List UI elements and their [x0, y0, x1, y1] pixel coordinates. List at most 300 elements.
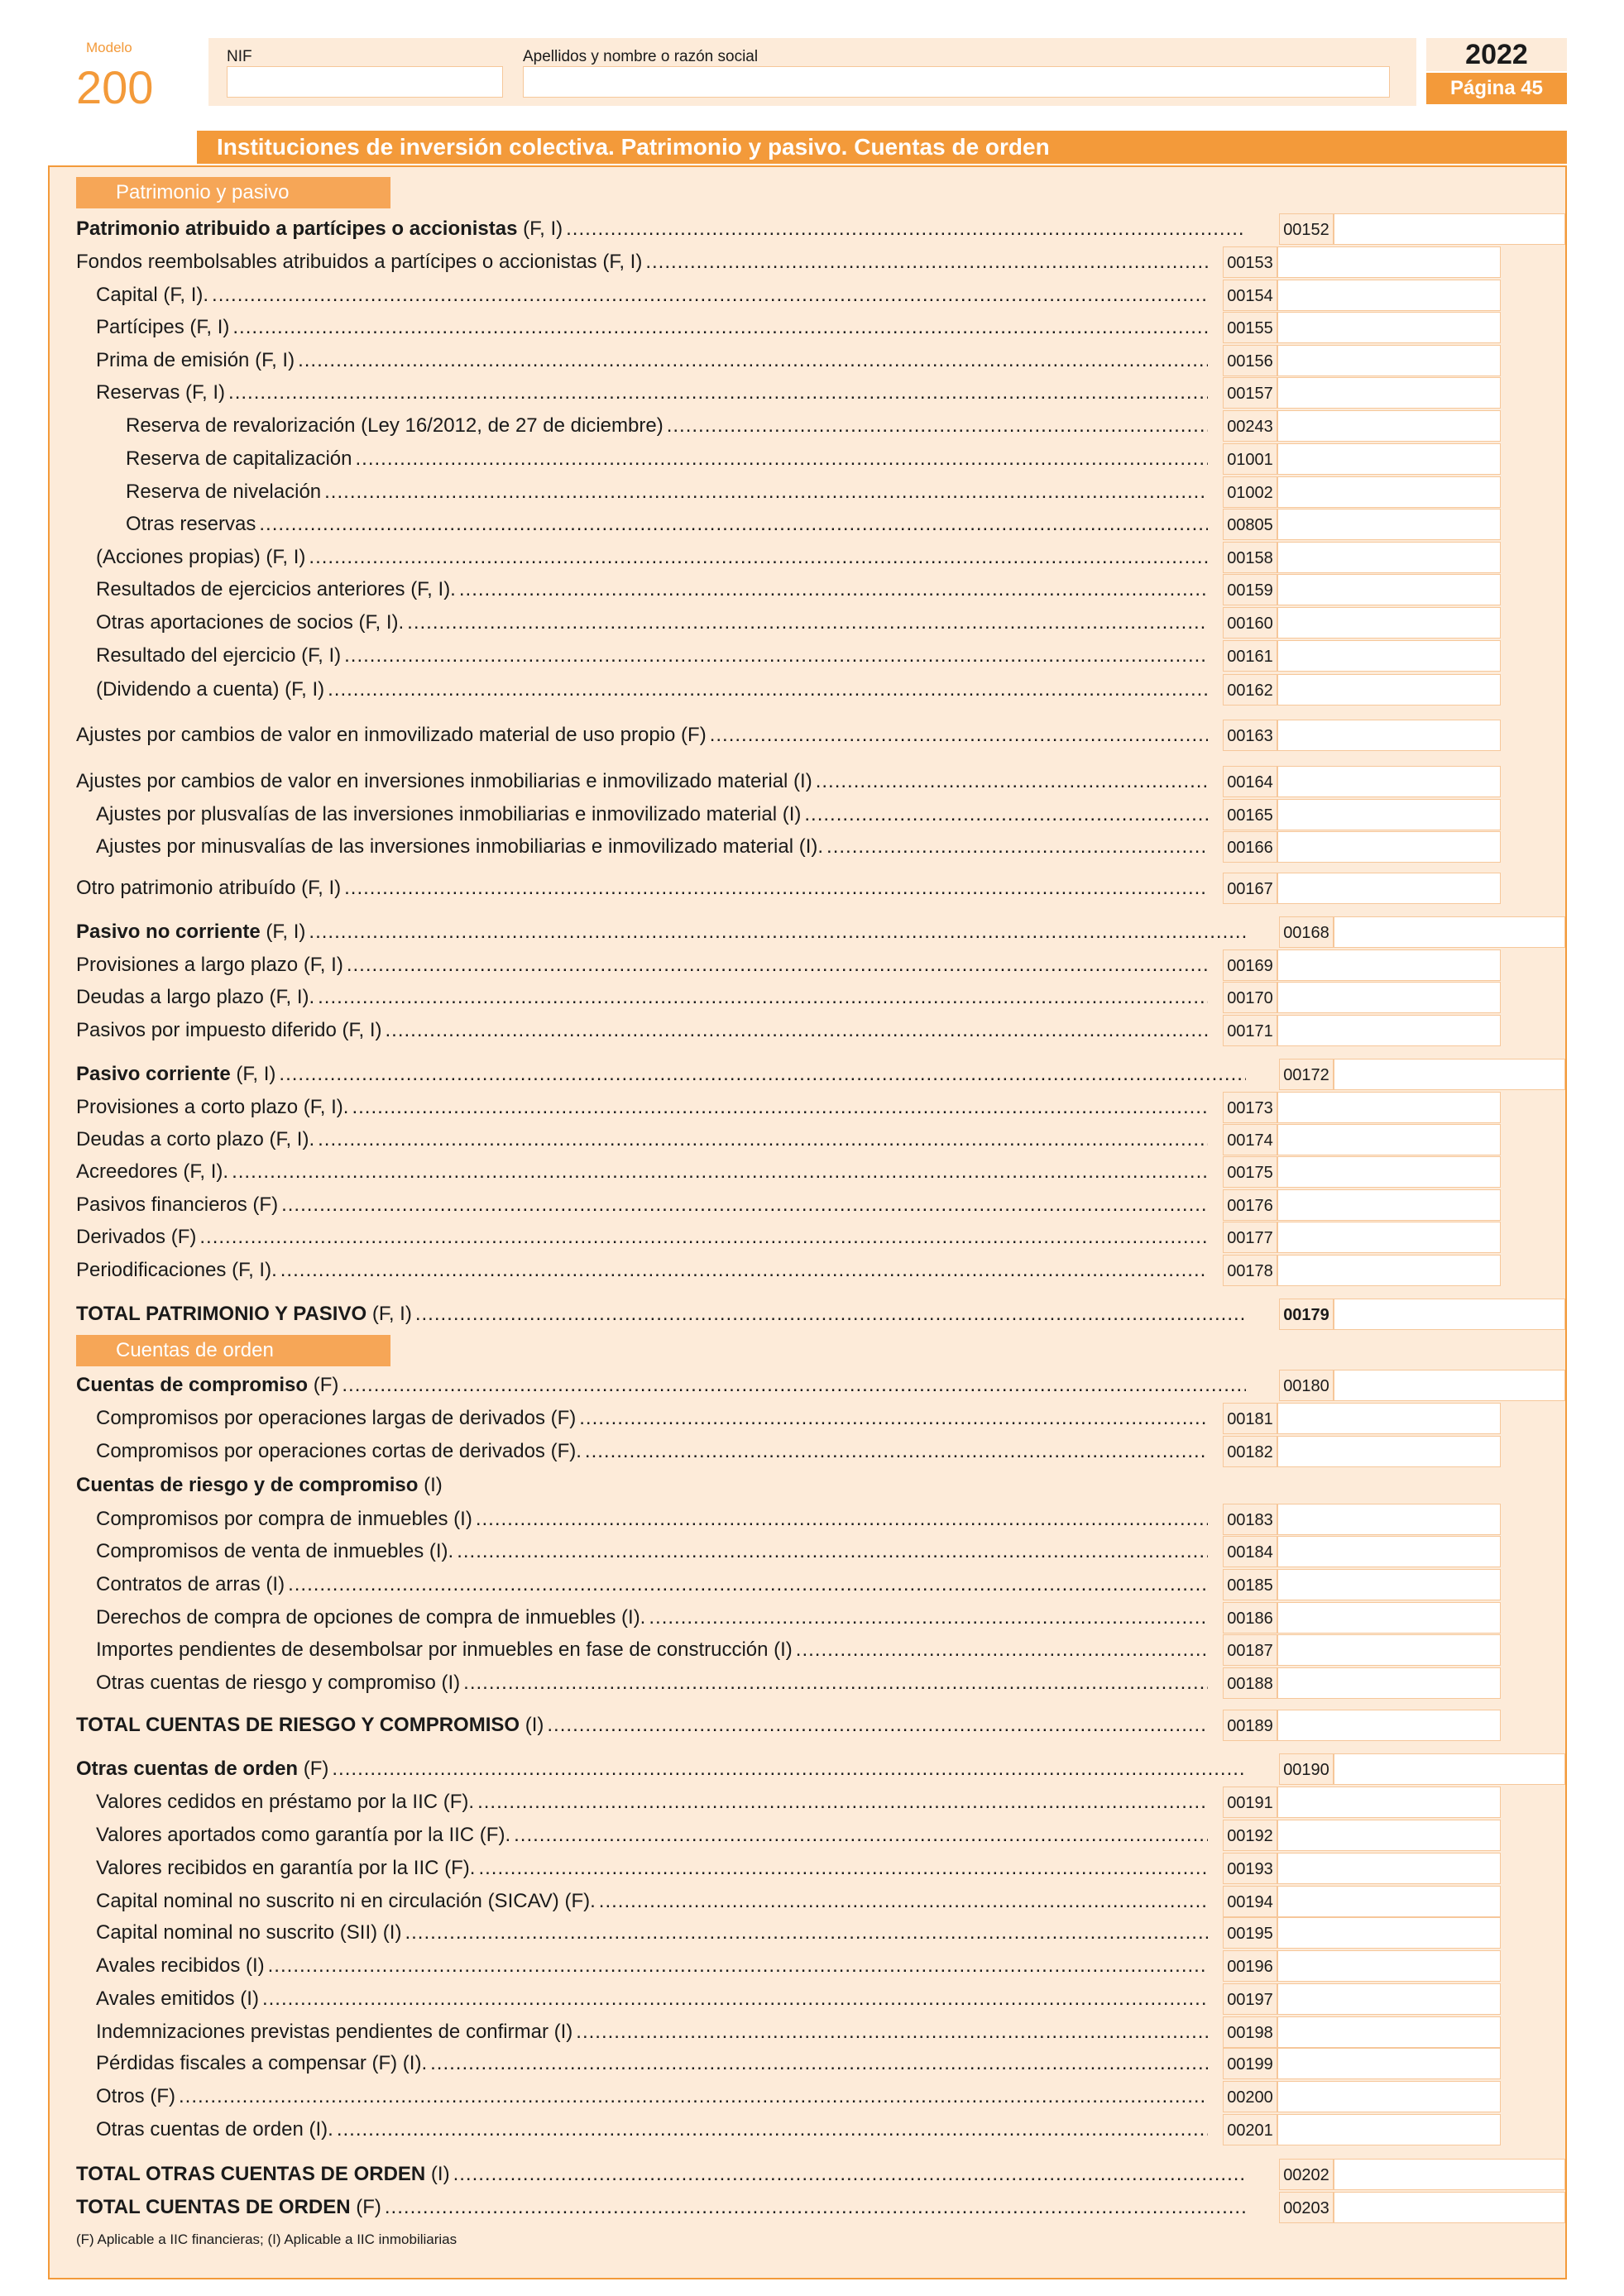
- leader-dots: [514, 1820, 1208, 1851]
- row-label-plain: (F, I): [260, 921, 306, 943]
- form-row: [0, 2114, 1624, 2145]
- box-code: 00165: [1223, 799, 1277, 830]
- row-label: [96, 1983, 1208, 2015]
- row-label-text: [96, 2114, 333, 2145]
- box-code: 00171: [1223, 1015, 1277, 1046]
- form-row: [0, 443, 1624, 475]
- row-label-text: [96, 1950, 265, 1982]
- box-code: 00177: [1223, 1222, 1277, 1253]
- box-code: 00181: [1223, 1403, 1277, 1434]
- box-code: 00190: [1279, 1753, 1334, 1785]
- form-row: [0, 720, 1624, 751]
- amount-field[interactable]: [1277, 509, 1501, 540]
- amount-field[interactable]: [1277, 377, 1501, 409]
- row-label-plain: Otros (F): [96, 2085, 175, 2107]
- amount-field[interactable]: [1277, 2048, 1501, 2079]
- row-label: [96, 1504, 1208, 1535]
- leader-dots: [566, 213, 1246, 245]
- row-label: [76, 1470, 1208, 1501]
- leader-dots: [262, 1983, 1208, 2015]
- row-label: [126, 443, 1208, 475]
- form-row: [0, 1403, 1624, 1434]
- row-label: [96, 799, 1208, 830]
- row-label: [76, 1059, 1246, 1090]
- row-label-text: [96, 312, 229, 343]
- leader-dots: [212, 280, 1208, 311]
- form-row: [0, 1950, 1624, 1982]
- amount-field[interactable]: [1277, 607, 1501, 639]
- amount-field[interactable]: [1277, 873, 1501, 904]
- row-label-plain: Prima de emisión (F, I): [96, 349, 295, 371]
- row-label: [96, 831, 1208, 863]
- amount-field[interactable]: [1334, 1753, 1565, 1785]
- row-label: [76, 720, 1208, 751]
- box-code: 00172: [1279, 1059, 1334, 1090]
- row-label-bold: Cuentas de compromiso: [76, 1374, 309, 1396]
- row-label-text: [96, 1917, 401, 1949]
- row-label: [76, 1370, 1246, 1401]
- row-label-plain: Acreedores (F, I).: [76, 1160, 229, 1183]
- row-label-text: [76, 1710, 544, 1741]
- amount-field[interactable]: [1334, 1370, 1565, 1401]
- box-code: 00185: [1223, 1569, 1277, 1600]
- leader-dots: [337, 2114, 1208, 2145]
- amount-field[interactable]: [1277, 1015, 1501, 1046]
- form-row: [0, 916, 1624, 948]
- leader-dots: [344, 640, 1208, 672]
- form-row: [0, 1504, 1624, 1535]
- box-code: 00162: [1223, 674, 1277, 706]
- form-row: [0, 312, 1624, 343]
- row-label-plain: Otras reservas: [126, 513, 256, 535]
- box-code: 00188: [1223, 1667, 1277, 1699]
- row-label-bold: Pasivo no corriente: [76, 921, 261, 943]
- box-code: 00159: [1223, 574, 1277, 605]
- row-label-text: [76, 1059, 275, 1090]
- leader-dots: [332, 1753, 1246, 1785]
- row-label-plain: (Acciones propias) (F, I): [96, 546, 306, 568]
- leader-dots: [352, 1092, 1208, 1123]
- name-label: Apellidos y nombre o razón social: [523, 48, 759, 65]
- row-label: [96, 542, 1208, 573]
- row-label: [126, 509, 1208, 540]
- box-code: 00196: [1223, 1950, 1277, 1982]
- section-tab-patrimonio: Patrimonio y pasivo: [76, 177, 390, 208]
- leader-dots: [478, 1853, 1208, 1884]
- box-code: 00202: [1279, 2159, 1334, 2190]
- amount-field[interactable]: [1277, 982, 1501, 1013]
- amount-field[interactable]: [1277, 831, 1501, 863]
- amount-field[interactable]: [1277, 1886, 1501, 1917]
- amount-field[interactable]: [1277, 345, 1501, 376]
- form-row: [0, 377, 1624, 409]
- row-label-text: [76, 1299, 412, 1330]
- amount-field[interactable]: [1277, 766, 1501, 797]
- form-row: [0, 1436, 1624, 1467]
- row-label-text: [76, 1753, 328, 1785]
- row-label: [96, 1536, 1208, 1567]
- form-row: [0, 1787, 1624, 1818]
- row-label: [96, 1569, 1208, 1600]
- row-label-plain: Valores aportados como garantía por la IIC (F).: [96, 1824, 511, 1846]
- form-row: [0, 799, 1624, 830]
- leader-dots: [347, 949, 1208, 981]
- box-code: 00187: [1223, 1634, 1277, 1666]
- amount-field[interactable]: [1277, 1569, 1501, 1600]
- row-label: [126, 476, 1208, 508]
- row-label-plain: (I): [418, 1474, 443, 1496]
- leader-dots: [324, 476, 1208, 508]
- leader-dots: [585, 1436, 1208, 1467]
- amount-field[interactable]: [1334, 2159, 1565, 2190]
- leader-dots: [385, 1015, 1208, 1046]
- row-label-text: [76, 1370, 338, 1401]
- row-label-text: [96, 1634, 793, 1666]
- leader-dots: [405, 1917, 1208, 1949]
- leader-dots: [259, 509, 1208, 540]
- row-label-plain: Derivados (F): [76, 1226, 197, 1248]
- row-label: [76, 1753, 1246, 1785]
- amount-field[interactable]: [1277, 2114, 1501, 2145]
- row-label-text: [96, 831, 823, 863]
- box-code: 00158: [1223, 542, 1277, 573]
- row-label-text: [96, 2081, 175, 2112]
- row-label-plain: (I): [425, 2163, 450, 2185]
- box-code: 00174: [1223, 1124, 1277, 1155]
- row-label-plain: Capital nominal no suscrito ni en circulación (SICAV) (F).: [96, 1890, 596, 1912]
- box-code: 00173: [1223, 1092, 1277, 1123]
- leader-dots: [430, 2048, 1208, 2079]
- form-row: [0, 949, 1624, 981]
- form-row: [0, 1189, 1624, 1221]
- row-label-text: [96, 280, 208, 311]
- row-label-plain: Ajustes por cambios de valor en inversiones inmobiliarias e inmovilizado material (I): [76, 770, 812, 792]
- row-label-text: [96, 607, 404, 639]
- row-label-text: [96, 574, 456, 605]
- row-label-plain: Derechos de compra de opciones de compra de inmuebles (I).: [96, 1606, 646, 1629]
- leader-dots: [309, 916, 1246, 948]
- row-label: [76, 1299, 1246, 1330]
- row-label-plain: Pérdidas fiscales a compensar (F) (I).: [96, 2052, 428, 2074]
- row-label-bold: TOTAL OTRAS CUENTAS DE ORDEN: [76, 2163, 426, 2185]
- leader-dots: [344, 873, 1208, 904]
- form-row: [0, 2048, 1624, 2079]
- box-code: 00198: [1223, 2016, 1277, 2048]
- box-code: 00168: [1279, 916, 1334, 948]
- amount-field[interactable]: [1277, 1983, 1501, 2015]
- row-label-plain: Reserva de capitalización: [126, 447, 352, 470]
- row-label-plain: Avales recibidos (I): [96, 1954, 265, 1977]
- form-row: [0, 1470, 1624, 1501]
- leader-dots: [547, 1710, 1208, 1741]
- page-badge: Página 45: [1426, 73, 1567, 104]
- amount-field[interactable]: [1277, 1436, 1501, 1467]
- form-row: [0, 1536, 1624, 1567]
- row-label-text: [76, 1470, 443, 1501]
- amount-field[interactable]: [1277, 799, 1501, 830]
- form-row: [0, 509, 1624, 540]
- amount-field[interactable]: [1277, 720, 1501, 751]
- row-label-text: [96, 1536, 453, 1567]
- amount-field[interactable]: [1277, 1156, 1501, 1188]
- row-label: [96, 2016, 1208, 2048]
- form-row: [0, 1015, 1624, 1046]
- row-label-text: [126, 443, 352, 475]
- box-code: 00203: [1279, 2192, 1334, 2223]
- box-code: 00199: [1223, 2048, 1277, 2079]
- amount-field[interactable]: [1277, 1504, 1501, 1535]
- amount-field[interactable]: [1277, 949, 1501, 981]
- row-label-plain: (F): [350, 2196, 381, 2218]
- row-label: [96, 1886, 1208, 1917]
- form-row: [0, 2016, 1624, 2048]
- row-label-text: [96, 1602, 645, 1634]
- name-field[interactable]: [523, 66, 1390, 98]
- leader-dots: [576, 2016, 1208, 2048]
- row-label-text: [126, 410, 663, 442]
- form-row: [0, 213, 1624, 245]
- amount-field[interactable]: [1277, 1710, 1501, 1741]
- form-row: [0, 1299, 1624, 1330]
- box-code: 00156: [1223, 345, 1277, 376]
- row-label-text: [96, 1886, 596, 1917]
- form-row: [0, 345, 1624, 376]
- amount-field[interactable]: [1277, 1853, 1501, 1884]
- row-label-text: [96, 1504, 472, 1535]
- amount-field[interactable]: [1334, 2192, 1565, 2223]
- box-code: 01002: [1223, 476, 1277, 508]
- amount-field[interactable]: [1277, 640, 1501, 672]
- leader-dots: [710, 720, 1208, 751]
- form-row: [0, 1059, 1624, 1090]
- nif-field[interactable]: [227, 66, 503, 98]
- row-label-text: [76, 1255, 277, 1286]
- row-label: [96, 1950, 1208, 1982]
- row-label-text: [76, 766, 812, 797]
- box-code: 00183: [1223, 1504, 1277, 1535]
- row-label-plain: Capital nominal no suscrito (SII) (I): [96, 1921, 402, 1944]
- row-label-text: [96, 1820, 510, 1851]
- box-code: 00160: [1223, 607, 1277, 639]
- row-label: [96, 1820, 1208, 1851]
- row-label-text: [76, 1015, 381, 1046]
- amount-field[interactable]: [1277, 443, 1501, 475]
- footnote: (F) Aplicable a IIC financieras; (I) Aplicable a IIC inmobiliarias: [76, 2231, 457, 2247]
- amount-field[interactable]: [1277, 246, 1501, 278]
- box-code: 00192: [1223, 1820, 1277, 1851]
- row-label-plain: Resultado del ejercicio (F, I): [96, 644, 342, 667]
- row-label-text: [76, 1156, 228, 1188]
- row-label-bold: Pasivo corriente: [76, 1063, 231, 1085]
- row-label-plain: (F): [298, 1758, 329, 1780]
- amount-field[interactable]: [1334, 213, 1565, 245]
- amount-field[interactable]: [1277, 2016, 1501, 2048]
- row-label: [76, 1124, 1208, 1155]
- amount-field[interactable]: [1277, 1092, 1501, 1123]
- box-code: 00193: [1223, 1853, 1277, 1884]
- amount-field[interactable]: [1277, 1820, 1501, 1851]
- amount-field[interactable]: [1334, 1059, 1565, 1090]
- row-label: [76, 1189, 1208, 1221]
- box-code: 00154: [1223, 280, 1277, 311]
- row-label-plain: (F, I): [230, 1063, 276, 1085]
- amount-field[interactable]: [1334, 916, 1565, 948]
- form-row: [0, 1917, 1624, 1949]
- row-label-plain: Deudas a largo plazo (F, I).: [76, 986, 315, 1008]
- row-label: [96, 640, 1208, 672]
- box-code: 00186: [1223, 1602, 1277, 1634]
- leader-dots: [228, 377, 1208, 409]
- amount-field[interactable]: [1277, 1787, 1501, 1818]
- row-label-text: [126, 476, 321, 508]
- box-code: 00178: [1223, 1255, 1277, 1286]
- amount-field[interactable]: [1277, 1602, 1501, 1634]
- amount-field[interactable]: [1277, 674, 1501, 706]
- row-label: [76, 949, 1208, 981]
- row-label-text: [76, 2159, 450, 2190]
- row-label-text: [76, 949, 343, 981]
- amount-field[interactable]: [1277, 1917, 1501, 1949]
- row-label-plain: Periodificaciones (F, I).: [76, 1259, 277, 1281]
- box-code: 00197: [1223, 1983, 1277, 2015]
- row-label-plain: Deudas a corto plazo (F, I).: [76, 1128, 315, 1150]
- amount-field[interactable]: [1277, 1536, 1501, 1567]
- row-label-plain: Importes pendientes de desembolsar por inmuebles en fase de construcción (I): [96, 1638, 793, 1661]
- row-label-text: [96, 1787, 474, 1818]
- form-row: [0, 1124, 1624, 1155]
- box-code: 00157: [1223, 377, 1277, 409]
- leader-dots: [816, 766, 1208, 797]
- box-code: 00163: [1223, 720, 1277, 751]
- amount-field[interactable]: [1277, 1667, 1501, 1699]
- row-label-plain: Otras cuentas de riesgo y compromiso (I): [96, 1672, 461, 1694]
- amount-field[interactable]: [1277, 410, 1501, 442]
- box-code: 00155: [1223, 312, 1277, 343]
- row-label: [96, 1787, 1208, 1818]
- amount-field[interactable]: [1277, 312, 1501, 343]
- form-row: [0, 280, 1624, 311]
- form-row: [0, 1222, 1624, 1253]
- amount-field[interactable]: [1277, 1124, 1501, 1155]
- amount-field[interactable]: [1277, 542, 1501, 573]
- box-code: 00243: [1223, 410, 1277, 442]
- row-label-text: [76, 1124, 314, 1155]
- row-label-bold: Otras cuentas de orden: [76, 1758, 299, 1780]
- row-label-bold: Patrimonio atribuido a partícipes o accionistas: [76, 218, 518, 240]
- amount-field[interactable]: [1334, 1299, 1565, 1330]
- box-code: 00152: [1279, 213, 1334, 245]
- row-label-text: [76, 916, 305, 948]
- box-code: 00180: [1279, 1370, 1334, 1401]
- box-code: 01001: [1223, 443, 1277, 475]
- row-label-plain: (F, I): [517, 218, 563, 240]
- row-label: [96, 2048, 1208, 2079]
- row-label-plain: Pasivos por impuesto diferido (F, I): [76, 1019, 382, 1041]
- box-code: 00191: [1223, 1787, 1277, 1818]
- box-code: 00164: [1223, 766, 1277, 797]
- amount-field[interactable]: [1277, 574, 1501, 605]
- row-label: [76, 982, 1208, 1013]
- leader-dots: [477, 1787, 1208, 1818]
- row-label-text: [76, 213, 563, 245]
- row-label-plain: Provisiones a corto plazo (F, I).: [76, 1096, 349, 1118]
- leader-dots: [342, 1370, 1246, 1401]
- row-label-plain: Pasivos financieros (F): [76, 1193, 279, 1216]
- row-label-plain: (F, I): [366, 1303, 412, 1325]
- modelo-number: 200: [76, 61, 154, 113]
- leader-dots: [826, 831, 1208, 863]
- box-code: 00167: [1223, 873, 1277, 904]
- form-row: [0, 982, 1624, 1013]
- form-row: [0, 607, 1624, 639]
- row-label: [96, 312, 1208, 343]
- row-label: [96, 607, 1208, 639]
- amount-field[interactable]: [1277, 2081, 1501, 2112]
- form-row: [0, 1255, 1624, 1286]
- row-label-plain: Reserva de revalorización (Ley 16/2012, de 27 de diciembre): [126, 414, 663, 437]
- row-label: [76, 2192, 1246, 2223]
- leader-dots: [355, 443, 1208, 475]
- amount-field[interactable]: [1277, 1255, 1501, 1286]
- row-label: [96, 1436, 1208, 1467]
- row-label-plain: Valores recibidos en garantía por la IIC (F).: [96, 1857, 476, 1879]
- row-label-text: [76, 982, 314, 1013]
- leader-dots: [309, 542, 1208, 573]
- leader-dots: [796, 1634, 1208, 1666]
- row-label-text: [96, 1403, 576, 1434]
- form-row: [0, 1634, 1624, 1666]
- row-label: [76, 1092, 1208, 1123]
- row-label-bold: TOTAL CUENTAS DE RIESGO Y COMPROMISO: [76, 1714, 520, 1736]
- row-label-text: [96, 1436, 582, 1467]
- form-row: [0, 542, 1624, 573]
- form-row: [0, 1092, 1624, 1123]
- amount-field[interactable]: [1277, 476, 1501, 508]
- row-label-text: [76, 2192, 381, 2223]
- row-label: [76, 1710, 1208, 1741]
- amount-field[interactable]: [1277, 1403, 1501, 1434]
- row-label: [96, 377, 1208, 409]
- row-label-plain: Compromisos por compra de inmuebles (I): [96, 1508, 472, 1530]
- row-label-plain: Ajustes por minusvalías de las inversiones inmobiliarias e inmovilizado material (I).: [96, 835, 824, 858]
- form-row: [0, 2081, 1624, 2112]
- leader-dots: [279, 1059, 1246, 1090]
- box-code: 00170: [1223, 982, 1277, 1013]
- leader-dots: [318, 982, 1208, 1013]
- leader-dots: [804, 799, 1208, 830]
- amount-field[interactable]: [1277, 1222, 1501, 1253]
- row-label-text: [96, 1853, 475, 1884]
- box-code: 00182: [1223, 1436, 1277, 1467]
- row-label-plain: Fondos reembolsables atribuidos a partícipes o accionistas (F, I): [76, 251, 643, 273]
- row-label-text: [96, 1667, 460, 1699]
- amount-field[interactable]: [1277, 1950, 1501, 1982]
- box-code: 00201: [1223, 2114, 1277, 2145]
- row-label-text: [76, 1092, 348, 1123]
- amount-field[interactable]: [1277, 280, 1501, 311]
- row-label-bold: TOTAL CUENTAS DE ORDEN: [76, 2196, 351, 2218]
- amount-field[interactable]: [1277, 1634, 1501, 1666]
- leader-dots: [463, 1667, 1208, 1699]
- row-label-plain: Compromisos de venta de inmuebles (I).: [96, 1540, 454, 1562]
- box-code: 00189: [1223, 1710, 1277, 1741]
- row-label-plain: Provisiones a largo plazo (F, I): [76, 954, 343, 976]
- row-label-plain: Partícipes (F, I): [96, 316, 230, 338]
- leader-dots: [280, 1255, 1208, 1286]
- row-label-plain: Ajustes por plusvalías de las inversiones inmobiliarias e inmovilizado material (I): [96, 803, 802, 825]
- leader-dots: [415, 1299, 1246, 1330]
- amount-field[interactable]: [1277, 1189, 1501, 1221]
